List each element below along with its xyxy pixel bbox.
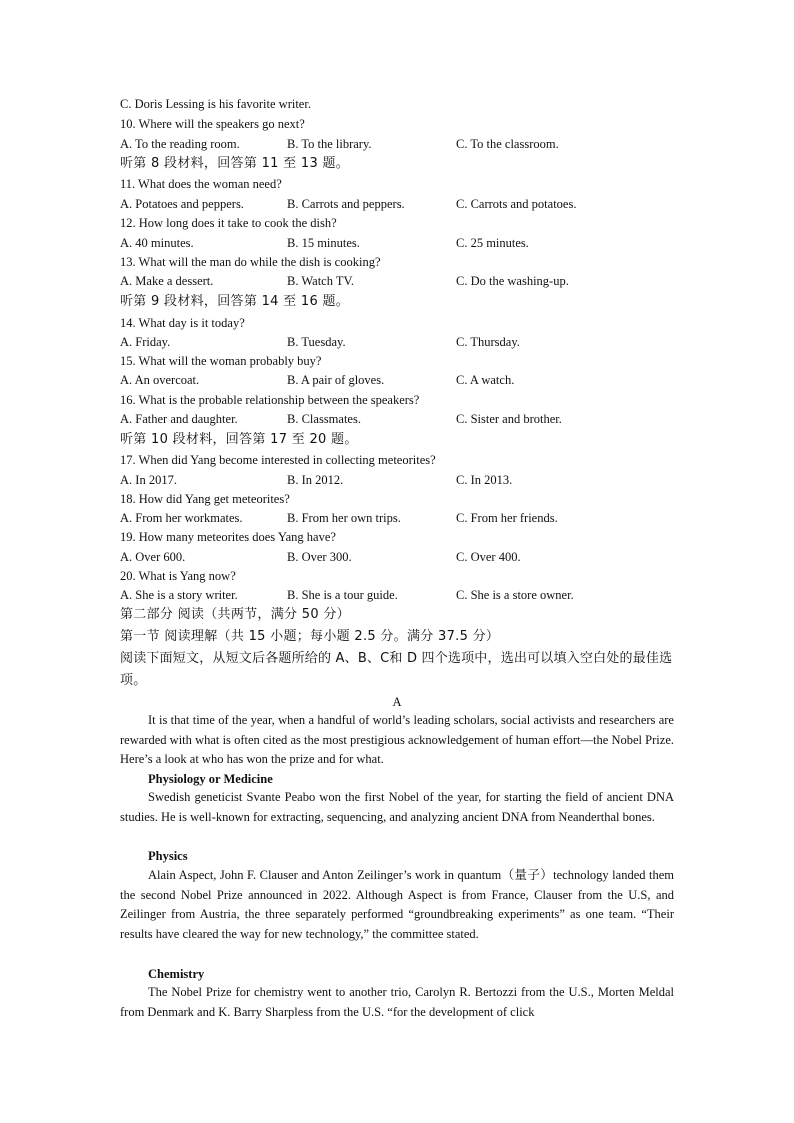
q17-stem: 17. When did Yang become interested in collecting meteorites? [120, 453, 436, 467]
q20-option-a: A. She is a story writer. [120, 588, 238, 602]
q10-option-c: C. To the classroom. [456, 137, 559, 151]
q10-option-b: B. To the library. [287, 137, 372, 151]
q16-option-b: B. Classmates. [287, 412, 361, 426]
q16-option-a: A. Father and daughter. [120, 412, 238, 426]
q12-stem: 12. How long does it take to cook the dish? [120, 216, 337, 230]
passage-paragraph-4: The Nobel Prize for chemistry went to another trio, Carolyn R. Bertozzi from the U.S., Morten Meldal from Denmark and K. Barry Sharpless from the U.S. “for the development of click [120, 985, 674, 1019]
passage-label: A [392, 695, 402, 709]
q12-option-a: A. 40 minutes. [120, 236, 194, 250]
q16-option-c: C. Sister and brother. [456, 412, 562, 426]
q14-option-a: A. Friday. [120, 335, 171, 349]
q18-stem: 18. How did Yang get meteorites? [120, 492, 290, 506]
q18-option-a: A. From her workmates. [120, 511, 243, 525]
q12-option-c: C. 25 minutes. [456, 236, 529, 250]
section-8-heading: 听第 8 段材料，回答第 11 至 13 题。 [120, 156, 350, 171]
q18-option-b: B. From her own trips. [287, 511, 401, 525]
q20-option-b: B. She is a tour guide. [287, 588, 398, 602]
heading-physiology-medicine: Physiology or Medicine [148, 772, 273, 786]
q13-stem: 13. What will the man do while the dish is cooking? [120, 255, 381, 269]
q11-option-b: B. Carrots and peppers. [287, 197, 405, 211]
passage-paragraph-3: Alain Aspect, John F. Clauser and Anton Zeilinger’s work in quantum（量子）technology landed them the second Nobel Prize announced in 2022. Although Aspect is from France, Clauser from the U.S, and Zeilinger from Austria, the three separately performed “groundbreaking experiments” as one team. “Their results have cleared the way for new technology,” the committee stated. [120, 868, 674, 941]
passage-paragraph-1: It is that time of the year, when a handful of world’s leading scholars, social activists and researchers are rewarded with what is often cited as the most prestigious acknowledgement of human effort—the Nobel Prize. Here’s a look at who has won the prize and for what. [120, 713, 674, 767]
q14-option-c: C. Thursday. [456, 335, 520, 349]
q10-option-a: A. To the reading room. [120, 137, 240, 151]
q15-stem: 15. What will the woman probably buy? [120, 354, 322, 368]
q17-option-c: C. In 2013. [456, 473, 513, 487]
q11-stem: 11. What does the woman need? [120, 177, 282, 191]
passage-paragraph-2: Swedish geneticist Svante Peabo won the first Nobel of the year, for starting the field of ancient DNA studies. He is well-known for extracting, sequencing, and analyzing ancient DNA from Neanderthal bones. [120, 790, 674, 824]
heading-chemistry: Chemistry [148, 967, 205, 981]
q14-option-b: B. Tuesday. [287, 335, 346, 349]
q10-stem: 10. Where will the speakers go next? [120, 117, 305, 131]
q14-stem: 14. What day is it today? [120, 316, 245, 330]
q12-option-b: B. 15 minutes. [287, 236, 360, 250]
q13-option-a: A. Make a dessert. [120, 274, 214, 288]
q19-option-c: C. Over 400. [456, 550, 521, 564]
q19-option-b: B. Over 300. [287, 550, 352, 564]
part-2-heading: 第二部分 阅读（共两节，满分 50 分） [120, 607, 350, 622]
q15-option-b: B. A pair of gloves. [287, 373, 385, 387]
q15-option-a: A. An overcoat. [120, 373, 200, 387]
q11-option-c: C. Carrots and potatoes. [456, 197, 577, 211]
reading-instructions: 阅读下面短文，从短文后各题所给的 A、B、C和 D 四个选项中，选出可以填入空白处的最佳选项。 [120, 651, 673, 688]
q9-option-c: C. Doris Lessing is his favorite writer. [120, 97, 311, 111]
q15-option-c: C. A watch. [456, 373, 515, 387]
section-1-heading: 第一节 阅读理解（共 15 小题；每小题 2.5 分。满分 37.5 分） [120, 629, 500, 644]
q17-option-b: B. In 2012. [287, 473, 344, 487]
q20-option-c: C. She is a store owner. [456, 588, 574, 602]
heading-physics: Physics [148, 849, 188, 863]
q18-option-c: C. From her friends. [456, 511, 558, 525]
q16-stem: 16. What is the probable relationship between the speakers? [120, 393, 420, 407]
q11-option-a: A. Potatoes and peppers. [120, 197, 244, 211]
q19-stem: 19. How many meteorites does Yang have? [120, 530, 336, 544]
section-10-heading: 听第 10 段材料，回答第 17 至 20 题。 [120, 432, 358, 447]
q19-option-a: A. Over 600. [120, 550, 186, 564]
q17-option-a: A. In 2017. [120, 473, 177, 487]
q13-option-b: B. Watch TV. [287, 274, 355, 288]
q13-option-c: C. Do the washing-up. [456, 274, 569, 288]
q20-stem: 20. What is Yang now? [120, 569, 236, 583]
section-9-heading: 听第 9 段材料，回答第 14 至 16 题。 [120, 294, 350, 309]
